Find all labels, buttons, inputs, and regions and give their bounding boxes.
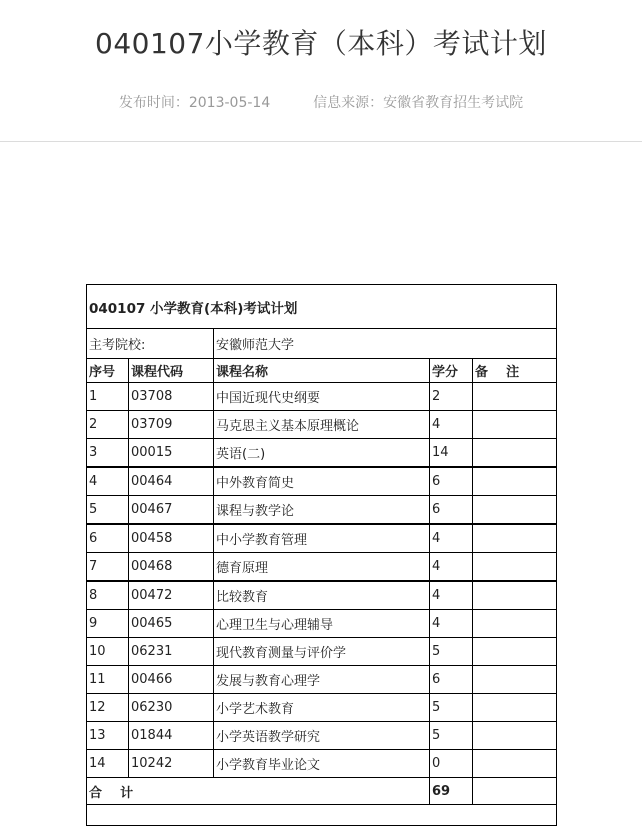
cell-credit: 6 <box>430 666 473 694</box>
cell-credit: 5 <box>430 638 473 666</box>
cell-no: 3 <box>87 439 129 468</box>
cell-remark <box>473 411 557 439</box>
cell-name: 小学教育毕业论文 <box>214 750 430 778</box>
cell-remark <box>473 666 557 694</box>
page-title: 040107小学教育（本科）考试计划 <box>95 27 547 60</box>
cell-name: 小学英语教学研究 <box>214 722 430 750</box>
cell-no: 4 <box>87 467 129 496</box>
table-row <box>87 750 557 778</box>
total-label: 合 计 <box>87 778 430 805</box>
cell-remark <box>473 439 557 468</box>
article-meta <box>0 92 642 112</box>
cell-no: 10 <box>87 638 129 666</box>
publish-label: 发布时间： <box>118 95 189 111</box>
cell-name: 英语(二) <box>214 439 430 468</box>
header-name: 课程名称 <box>214 359 430 383</box>
total-remark <box>473 778 557 805</box>
cell-name: 中外教育简史 <box>214 467 430 496</box>
exam-plan-table <box>86 284 557 826</box>
cell-credit: 4 <box>430 581 473 610</box>
blank-cell <box>87 805 557 826</box>
header-credit: 学分 <box>430 359 473 383</box>
school-name: 安徽师范大学 <box>214 329 557 359</box>
cell-no: 12 <box>87 694 129 722</box>
table-row <box>87 581 557 610</box>
cell-code: 00464 <box>129 467 214 496</box>
cell-no: 11 <box>87 666 129 694</box>
cell-credit: 5 <box>430 694 473 722</box>
cell-name: 发展与教育心理学 <box>214 666 430 694</box>
cell-code: 00465 <box>129 610 214 638</box>
cell-code: 01844 <box>129 722 214 750</box>
cell-no: 14 <box>87 750 129 778</box>
cell-remark <box>473 694 557 722</box>
table-caption-row <box>87 285 557 329</box>
cell-no: 2 <box>87 411 129 439</box>
cell-name: 中国近现代史纲要 <box>214 383 430 411</box>
blank-row <box>87 805 557 826</box>
cell-no: 7 <box>87 553 129 582</box>
cell-credit: 6 <box>430 467 473 496</box>
cell-remark <box>473 524 557 553</box>
cell-code: 00468 <box>129 553 214 582</box>
cell-code: 00015 <box>129 439 214 468</box>
header-code: 课程代码 <box>129 359 214 383</box>
source-label: 信息来源： <box>313 95 384 111</box>
table-row <box>87 553 557 582</box>
cell-credit: 4 <box>430 553 473 582</box>
cell-name: 小学艺术教育 <box>214 694 430 722</box>
school-row <box>87 329 557 359</box>
cell-code: 06230 <box>129 694 214 722</box>
cell-credit: 4 <box>430 411 473 439</box>
cell-no: 1 <box>87 383 129 411</box>
table-header-row <box>87 359 557 383</box>
cell-remark <box>473 638 557 666</box>
publish-date: 2013-05-14 <box>188 95 271 111</box>
table-row <box>87 411 557 439</box>
source-name: 安徽省教育招生考试院 <box>383 95 524 111</box>
cell-credit: 4 <box>430 610 473 638</box>
cell-remark <box>473 553 557 582</box>
table-row <box>87 610 557 638</box>
cell-remark <box>473 581 557 610</box>
table-caption: 040107 小学教育(本科)考试计划 <box>87 285 557 329</box>
table-row <box>87 666 557 694</box>
cell-no: 6 <box>87 524 129 553</box>
cell-code: 00466 <box>129 666 214 694</box>
header-no: 序号 <box>87 359 129 383</box>
cell-credit: 4 <box>430 524 473 553</box>
cell-remark <box>473 467 557 496</box>
cell-remark <box>473 383 557 411</box>
total-credit: 69 <box>430 778 473 805</box>
cell-no: 8 <box>87 581 129 610</box>
cell-credit: 2 <box>430 383 473 411</box>
cell-remark <box>473 722 557 750</box>
cell-code: 10242 <box>129 750 214 778</box>
cell-code: 03708 <box>129 383 214 411</box>
table-row <box>87 694 557 722</box>
cell-credit: 0 <box>430 750 473 778</box>
cell-remark <box>473 496 557 525</box>
cell-remark <box>473 610 557 638</box>
cell-code: 00458 <box>129 524 214 553</box>
header-remark: 备 注 <box>473 359 557 383</box>
cell-name: 现代教育测量与评价学 <box>214 638 430 666</box>
cell-name: 课程与教学论 <box>214 496 430 525</box>
article-header <box>0 0 642 142</box>
cell-no: 13 <box>87 722 129 750</box>
table-row <box>87 638 557 666</box>
cell-name: 德育原理 <box>214 553 430 582</box>
table-row <box>87 467 557 496</box>
cell-name: 比较教育 <box>214 581 430 610</box>
cell-credit: 6 <box>430 496 473 525</box>
cell-code: 03709 <box>129 411 214 439</box>
cell-code: 06231 <box>129 638 214 666</box>
cell-no: 5 <box>87 496 129 525</box>
total-row <box>87 778 557 805</box>
table-row <box>87 439 557 468</box>
table-row <box>87 524 557 553</box>
table-row <box>87 496 557 525</box>
table-row <box>87 722 557 750</box>
cell-code: 00472 <box>129 581 214 610</box>
cell-name: 马克思主义基本原理概论 <box>214 411 430 439</box>
table-row <box>87 383 557 411</box>
cell-code: 00467 <box>129 496 214 525</box>
cell-remark <box>473 750 557 778</box>
cell-name: 中小学教育管理 <box>214 524 430 553</box>
cell-name: 心理卫生与心理辅导 <box>214 610 430 638</box>
cell-no: 9 <box>87 610 129 638</box>
cell-credit: 14 <box>430 439 473 468</box>
cell-credit: 5 <box>430 722 473 750</box>
school-label: 主考院校: <box>87 329 214 359</box>
